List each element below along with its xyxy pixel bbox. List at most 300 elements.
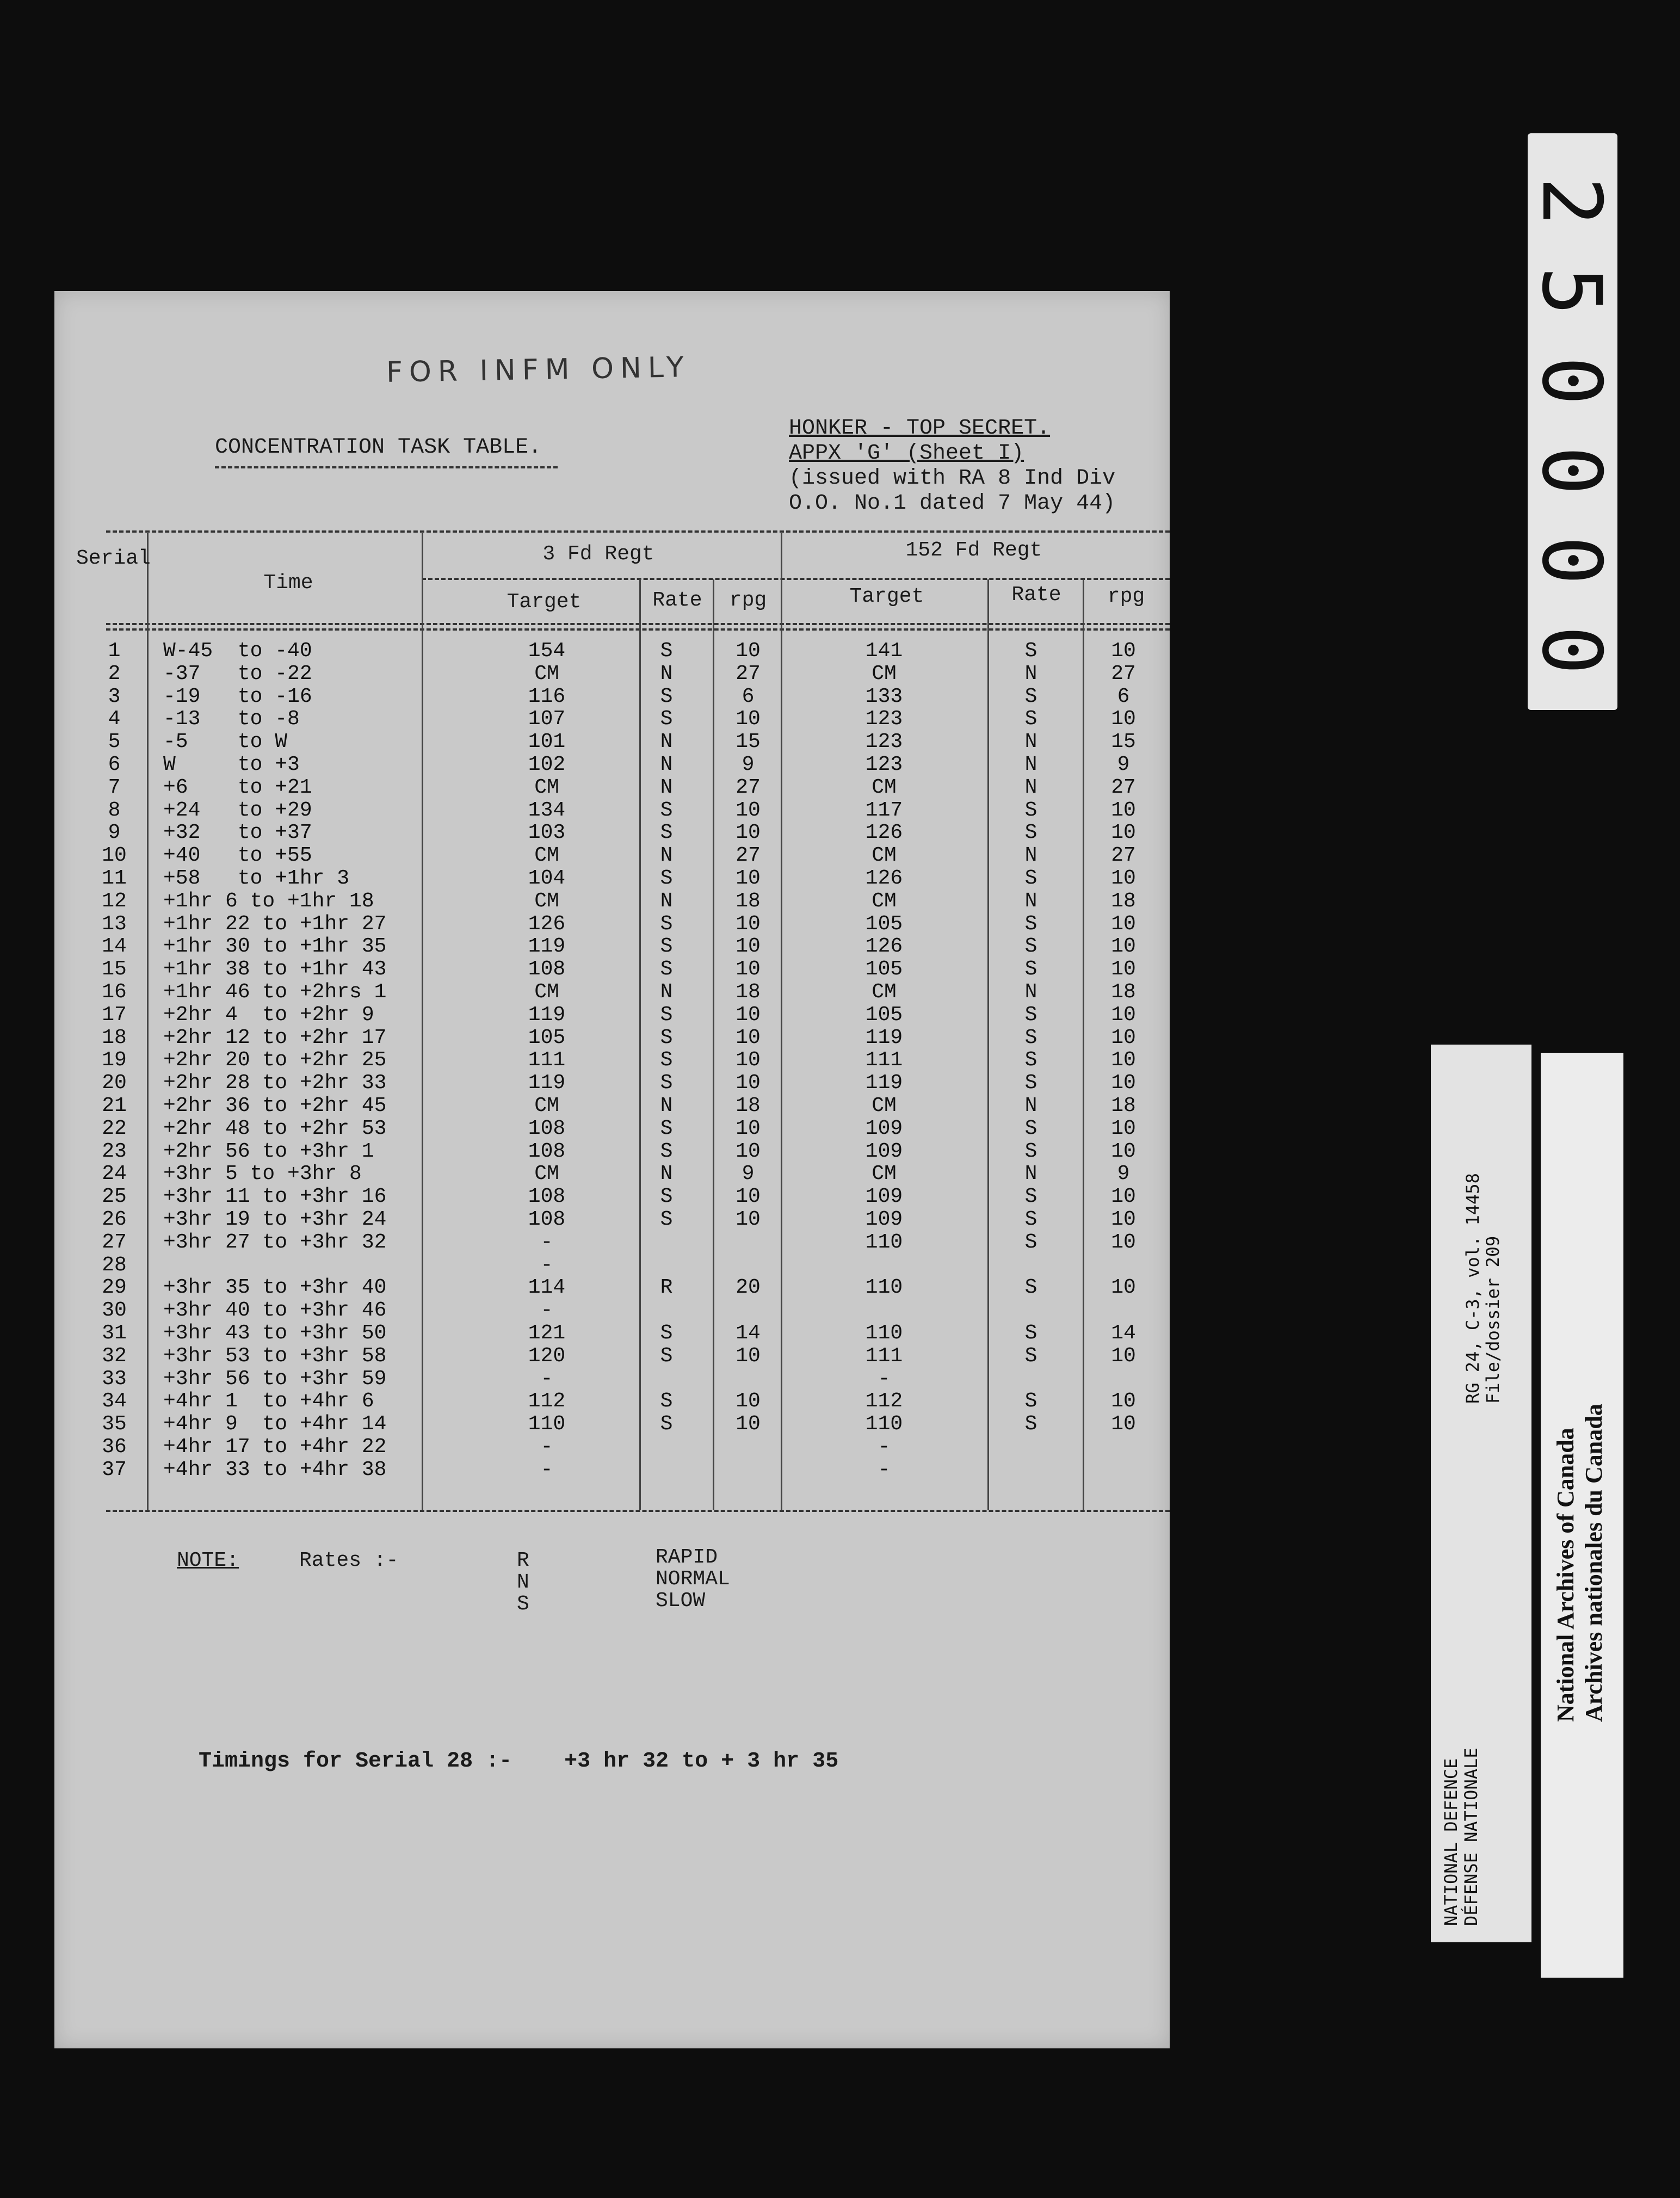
table-row [54,753,1170,776]
target-3fd-cell: 104 [528,867,566,890]
table-row [54,1048,1170,1071]
rpg-152fd-cell: 10 [1111,1071,1136,1095]
rate-152fd-cell: N [1024,844,1037,868]
target-152fd-cell: 141 [865,639,903,663]
rpg-152fd-cell: 10 [1111,1139,1136,1163]
rpg-152fd-cell: 18 [1111,1094,1136,1117]
serial-cell: 12 [102,889,127,913]
defence-label-strip [1431,1045,1531,1942]
table-row [54,1435,1170,1458]
target-152fd-cell: 117 [865,798,903,822]
target-3fd-cell: 119 [528,1003,566,1027]
target-3fd-cell: 111 [528,1048,566,1072]
target-3fd-cell: 110 [528,1412,566,1436]
document-page [54,291,1170,2048]
serial-cell: 8 [108,798,121,822]
rate-3fd-cell: S [660,1139,673,1163]
rpg-3fd-cell: 10 [736,1390,761,1413]
rate-152fd-cell: S [1024,1139,1037,1163]
rpg-152fd-cell: 10 [1111,1344,1136,1368]
serial-cell: 5 [108,730,121,754]
rate-152fd-cell: N [1024,889,1037,913]
note-meaning-slow: SLOW [656,1589,706,1613]
rpg-152fd-cell: 10 [1111,798,1136,822]
serial-cell: 29 [102,1276,127,1300]
time-cell: +1hr 46 to +2hrs 1 [163,980,387,1004]
serial-cell: 23 [102,1139,127,1163]
rate-152fd-cell: S [1024,867,1037,890]
target-3fd-cell: 119 [528,1071,566,1095]
serial-cell: 10 [102,844,127,868]
rate-3fd-cell: S [660,821,673,845]
rpg-152fd-cell: 27 [1111,775,1136,799]
target-3fd-cell: 108 [528,1185,566,1209]
serial-cell: 14 [102,935,127,959]
rpg-152fd-cell: 18 [1111,980,1136,1004]
rpg-152fd-cell: 10 [1111,1390,1136,1413]
target-152fd-cell: 110 [865,1230,903,1254]
timing-note: Timings for Serial 28 :- +3 hr 32 to + 3 hr 35 [199,1749,839,1774]
serial-cell: 25 [102,1185,127,1209]
header-line-3: (issued with RA 8 Ind Div [789,466,1116,491]
time-cell: +3hr 56 to +3hr 59 [163,1367,387,1391]
time-cell: +3hr 5 to +3hr 8 [163,1162,362,1186]
rpg-152fd-cell: 6 [1117,684,1130,708]
header-group1: 3 Fd Regt [542,542,654,566]
table-row [54,1208,1170,1231]
rate-3fd-cell: S [660,1390,673,1413]
archives-label-fr: Archives nationales du Canada [1580,1404,1607,1722]
table-row [54,1071,1170,1094]
time-cell: +2hr 48 to +2hr 53 [163,1116,387,1140]
table-row [54,935,1170,958]
target-152fd-cell: 111 [865,1344,903,1368]
serial-cell: 36 [102,1435,127,1459]
table-row [54,1344,1170,1367]
target-3fd-cell: CM [534,662,559,686]
target-152fd-cell: 126 [865,821,903,845]
target-3fd-cell: 107 [528,707,566,731]
rpg-3fd-cell: 10 [736,1003,761,1027]
header-line-4: O.O. No.1 dated 7 May 44) [789,491,1116,516]
time-cell: +3hr 11 to +3hr 16 [163,1185,387,1209]
header-serial: Serial [76,547,151,570]
stamp-digit: 0 [1524,625,1619,675]
rate-3fd-cell: S [660,707,673,731]
time-cell: +2hr 56 to +3hr 1 [163,1139,374,1163]
rate-3fd-cell: S [660,1071,673,1095]
table-row [54,1276,1170,1299]
rpg-152fd-cell: 9 [1117,753,1130,776]
rpg-3fd-cell: 10 [736,1139,761,1163]
serial-cell: 7 [108,775,121,799]
table-row [54,1185,1170,1208]
header-rpg1: rpg [729,589,767,612]
rpg-3fd-cell: 10 [736,798,761,822]
serial-cell: 6 [108,753,121,776]
serial-cell: 33 [102,1367,127,1391]
rpg-152fd-cell: 10 [1111,821,1136,845]
serial-cell: 18 [102,1026,127,1049]
rate-152fd-cell: S [1024,1276,1037,1300]
target-152fd-cell: CM [872,980,897,1004]
time-cell: +3hr 40 to +3hr 46 [163,1299,387,1323]
rpg-152fd-cell: 9 [1117,1162,1130,1186]
rate-3fd-cell: S [660,1185,673,1209]
rpg-3fd-cell: 9 [742,1162,755,1186]
rpg-3fd-cell: 14 [736,1322,761,1345]
time-cell: +6 to +21 [163,775,312,799]
stamp-digit: 0 [1524,356,1619,406]
header-rate1: Rate [652,589,702,612]
rate-152fd-cell: S [1024,1208,1037,1231]
serial-cell: 16 [102,980,127,1004]
time-cell: W to +3 [163,753,300,776]
rpg-152fd-cell: 10 [1111,1048,1136,1072]
time-cell: +1hr 22 to +1hr 27 [163,912,387,936]
target-152fd-cell: 109 [865,1139,903,1163]
serial-cell: 19 [102,1048,127,1072]
serial-cell: 31 [102,1322,127,1345]
rpg-3fd-cell: 10 [736,821,761,845]
table-row [54,890,1170,912]
note-code-n: N [517,1571,529,1594]
rpg-3fd-cell: 10 [736,1208,761,1231]
time-cell: +58 to +1hr 3 [163,867,350,890]
serial-cell: 34 [102,1390,127,1413]
serial-cell: 24 [102,1162,127,1186]
target-152fd-cell: CM [872,889,897,913]
rate-152fd-cell: S [1024,821,1037,845]
table-row [54,1231,1170,1254]
table-row [54,776,1170,799]
target-152fd-cell: 110 [865,1412,903,1436]
header-target1: Target [507,590,582,614]
target-3fd-cell: - [540,1435,553,1459]
rate-3fd-cell: S [660,1003,673,1027]
table-row [54,1458,1170,1481]
title-underline [215,466,558,468]
rpg-152fd-cell: 10 [1111,1185,1136,1209]
rate-3fd-cell: N [660,730,673,754]
target-152fd-cell: 109 [865,1185,903,1209]
target-152fd-cell: 105 [865,912,903,936]
rpg-3fd-cell: 10 [736,639,761,663]
rate-152fd-cell: S [1024,1048,1037,1072]
table-row [54,912,1170,935]
target-3fd-cell: - [540,1367,553,1391]
rate-152fd-cell: N [1024,980,1037,1004]
defence-label-line-2: DÉFENSE NATIONALE [1461,1748,1481,1926]
target-152fd-cell: 105 [865,958,903,981]
target-3fd-cell: 108 [528,1208,566,1231]
rate-152fd-cell: N [1024,662,1037,686]
rate-152fd-cell: S [1024,935,1037,959]
time-cell: +4hr 9 to +4hr 14 [163,1412,387,1436]
rate-152fd-cell: N [1024,753,1037,776]
rpg-152fd-cell: 10 [1111,1026,1136,1049]
rpg-152fd-cell: 10 [1111,958,1136,981]
table-row [54,1367,1170,1390]
rpg-3fd-cell: 6 [742,684,755,708]
rate-152fd-cell: S [1024,684,1037,708]
target-3fd-cell: 101 [528,730,566,754]
rate-3fd-cell: S [660,912,673,936]
time-cell: +32 to +37 [163,821,312,845]
rate-3fd-cell: S [660,1412,673,1436]
table-row [54,1162,1170,1185]
rpg-3fd-cell: 10 [736,867,761,890]
table-row [54,821,1170,844]
table-row [54,958,1170,980]
rate-3fd-cell: N [660,889,673,913]
note-meaning-rapid: RAPID [656,1546,718,1569]
target-3fd-cell: CM [534,1094,559,1117]
table-row [54,730,1170,753]
time-cell: +3hr 19 to +3hr 24 [163,1208,387,1231]
time-cell: +4hr 17 to +4hr 22 [163,1435,387,1459]
rate-152fd-cell: S [1024,958,1037,981]
rpg-3fd-cell: 10 [736,1185,761,1209]
table-row [54,1026,1170,1049]
table-title: CONCENTRATION TASK TABLE. [215,435,542,460]
target-152fd-cell: 112 [865,1390,903,1413]
target-3fd-cell: 121 [528,1322,566,1345]
table-row [54,1140,1170,1163]
serial-cell: 35 [102,1412,127,1436]
rate-152fd-cell: S [1024,1412,1037,1436]
target-3fd-cell: 154 [528,639,566,663]
rpg-3fd-cell: 27 [736,775,761,799]
group-divider-rule [422,578,1170,580]
rate-3fd-cell: S [660,867,673,890]
target-3fd-cell: 116 [528,684,566,708]
rpg-152fd-cell: 27 [1111,662,1136,686]
rpg-3fd-cell: 10 [736,958,761,981]
target-3fd-cell: 114 [528,1276,566,1300]
rpg-152fd-cell: 18 [1111,889,1136,913]
rpg-3fd-cell: 10 [736,912,761,936]
header-rate2: Rate [1011,583,1061,607]
target-152fd-cell: 119 [865,1026,903,1049]
table-row [54,1322,1170,1344]
rpg-3fd-cell: 18 [736,1094,761,1117]
time-cell: +2hr 28 to +2hr 33 [163,1071,387,1095]
serial-cell: 32 [102,1344,127,1368]
time-cell: -13 to -8 [163,707,300,731]
serial-cell: 11 [102,867,127,890]
rate-3fd-cell: N [660,980,673,1004]
rpg-3fd-cell: 10 [736,707,761,731]
table-row [54,844,1170,867]
rpg-3fd-cell: 27 [736,844,761,868]
rate-152fd-cell: S [1024,798,1037,822]
table-row [54,1412,1170,1435]
table-bottom-rule [106,1510,1170,1512]
table-row [54,685,1170,708]
rpg-3fd-cell: 10 [736,1071,761,1095]
target-152fd-cell: CM [872,775,897,799]
rate-152fd-cell: N [1024,1094,1037,1117]
serial-cell: 28 [102,1253,127,1277]
rpg-152fd-cell: 10 [1111,867,1136,890]
table-row [54,980,1170,1003]
rate-152fd-cell: S [1024,1390,1037,1413]
time-cell: +24 to +29 [163,798,312,822]
rate-3fd-cell: R [660,1276,673,1300]
rpg-3fd-cell: 10 [736,1344,761,1368]
rate-152fd-cell: S [1024,1230,1037,1254]
header-time: Time [263,571,313,595]
rate-152fd-cell: S [1024,1322,1037,1345]
serial-cell: 37 [102,1458,127,1481]
target-3fd-cell: CM [534,775,559,799]
header-double-rule [106,623,1170,631]
rpg-3fd-cell: 10 [736,1116,761,1140]
target-152fd-cell: 123 [865,753,903,776]
rpg-152fd-cell: 27 [1111,844,1136,868]
rate-152fd-cell: S [1024,707,1037,731]
rpg-152fd-cell: 10 [1111,1208,1136,1231]
target-152fd-cell: 105 [865,1003,903,1027]
rpg-3fd-cell: 20 [736,1276,761,1300]
serial-cell: 9 [108,821,121,845]
rate-152fd-cell: S [1024,912,1037,936]
target-3fd-cell: - [540,1253,553,1277]
time-cell: +2hr 20 to +2hr 25 [163,1048,387,1072]
archive-stamp-number [1524,133,1619,710]
target-3fd-cell: 108 [528,1139,566,1163]
target-152fd-cell: CM [872,844,897,868]
header-group2: 152 Fd Regt [905,539,1042,562]
table-row [54,1390,1170,1412]
header-line-2: APPX 'G' (Sheet I) [789,441,1024,466]
rpg-3fd-cell: 10 [736,935,761,959]
target-3fd-cell: 120 [528,1344,566,1368]
rpg-152fd-cell: 10 [1111,1412,1136,1436]
serial-cell: 3 [108,684,121,708]
archive-ref-line-1: RG 24, C-3, vol. 14458 [1462,1173,1483,1404]
target-152fd-cell: - [878,1367,891,1391]
rate-152fd-cell: S [1024,1003,1037,1027]
target-3fd-cell: 126 [528,912,566,936]
target-3fd-cell: - [540,1230,553,1254]
serial-cell: 27 [102,1230,127,1254]
time-cell: +40 to +55 [163,844,312,868]
serial-cell: 17 [102,1003,127,1027]
rate-3fd-cell: N [660,844,673,868]
archives-label-en: National Archives of Canada [1552,1428,1579,1722]
time-cell: +2hr 4 to +2hr 9 [163,1003,374,1027]
target-152fd-cell: 123 [865,730,903,754]
rate-3fd-cell: S [660,1208,673,1231]
table-row [54,799,1170,822]
serial-cell: 4 [108,707,121,731]
target-152fd-cell: 123 [865,707,903,731]
rate-152fd-cell: S [1024,1185,1037,1209]
header-rpg2: rpg [1107,585,1145,608]
table-row [54,1299,1170,1322]
target-152fd-cell: 119 [865,1071,903,1095]
target-3fd-cell: - [540,1458,553,1481]
table-row [54,1117,1170,1140]
stamp-digit: 5 [1524,266,1619,316]
rate-3fd-cell: S [660,935,673,959]
serial-cell: 1 [108,639,121,663]
target-152fd-cell: CM [872,1094,897,1117]
target-3fd-cell: 108 [528,1116,566,1140]
defence-label-line-1: NATIONAL DEFENCE [1441,1758,1461,1926]
rpg-3fd-cell: 18 [736,889,761,913]
serial-cell: 30 [102,1299,127,1323]
table-row [54,662,1170,685]
stamp-digit: 2 [1524,176,1619,226]
target-152fd-cell: - [878,1458,891,1481]
time-cell: +3hr 35 to +3hr 40 [163,1276,387,1300]
rate-152fd-cell: S [1024,639,1037,663]
serial-cell: 2 [108,662,121,686]
target-3fd-cell: - [540,1299,553,1323]
rpg-152fd-cell: 10 [1111,912,1136,936]
target-152fd-cell: CM [872,662,897,686]
rate-152fd-cell: S [1024,1071,1037,1095]
table-row [54,867,1170,890]
note-code-r: R [517,1549,529,1572]
target-152fd-cell: CM [872,1162,897,1186]
target-3fd-cell: 102 [528,753,566,776]
target-3fd-cell: 112 [528,1390,566,1413]
rate-3fd-cell: S [660,684,673,708]
target-152fd-cell: 109 [865,1208,903,1231]
target-152fd-cell: 126 [865,935,903,959]
time-cell: +1hr 6 to +1hr 18 [163,889,374,913]
target-3fd-cell: 119 [528,935,566,959]
rpg-152fd-cell: 10 [1111,1230,1136,1254]
rpg-152fd-cell: 10 [1111,1003,1136,1027]
table-row [54,1094,1170,1117]
rate-3fd-cell: N [660,1094,673,1117]
note-code-s: S [517,1592,529,1616]
rate-3fd-cell: N [660,753,673,776]
rate-3fd-cell: S [660,798,673,822]
time-cell: -37 to -22 [163,662,312,686]
note-label: NOTE: [177,1549,239,1572]
rpg-152fd-cell: 10 [1111,1116,1136,1140]
serial-cell: 15 [102,958,127,981]
handwritten-note: FOR INFM ONLY [386,351,691,389]
target-3fd-cell: 103 [528,821,566,845]
time-cell: +4hr 1 to +4hr 6 [163,1390,374,1413]
target-152fd-cell: 110 [865,1322,903,1345]
rate-3fd-cell: S [660,1048,673,1072]
serial-cell: 26 [102,1208,127,1231]
rate-3fd-cell: N [660,662,673,686]
time-cell: +2hr 12 to +2hr 17 [163,1026,387,1049]
time-cell: +3hr 43 to +3hr 50 [163,1322,387,1345]
time-cell: -5 to W [163,730,288,754]
target-3fd-cell: CM [534,844,559,868]
rate-152fd-cell: N [1024,1162,1037,1186]
target-3fd-cell: 134 [528,798,566,822]
table-row [54,707,1170,730]
rate-3fd-cell: S [660,1116,673,1140]
rpg-3fd-cell: 10 [736,1412,761,1436]
time-cell: +1hr 38 to +1hr 43 [163,958,387,981]
target-3fd-cell: CM [534,980,559,1004]
rate-152fd-cell: N [1024,730,1037,754]
target-152fd-cell: 109 [865,1116,903,1140]
target-152fd-cell: 126 [865,867,903,890]
